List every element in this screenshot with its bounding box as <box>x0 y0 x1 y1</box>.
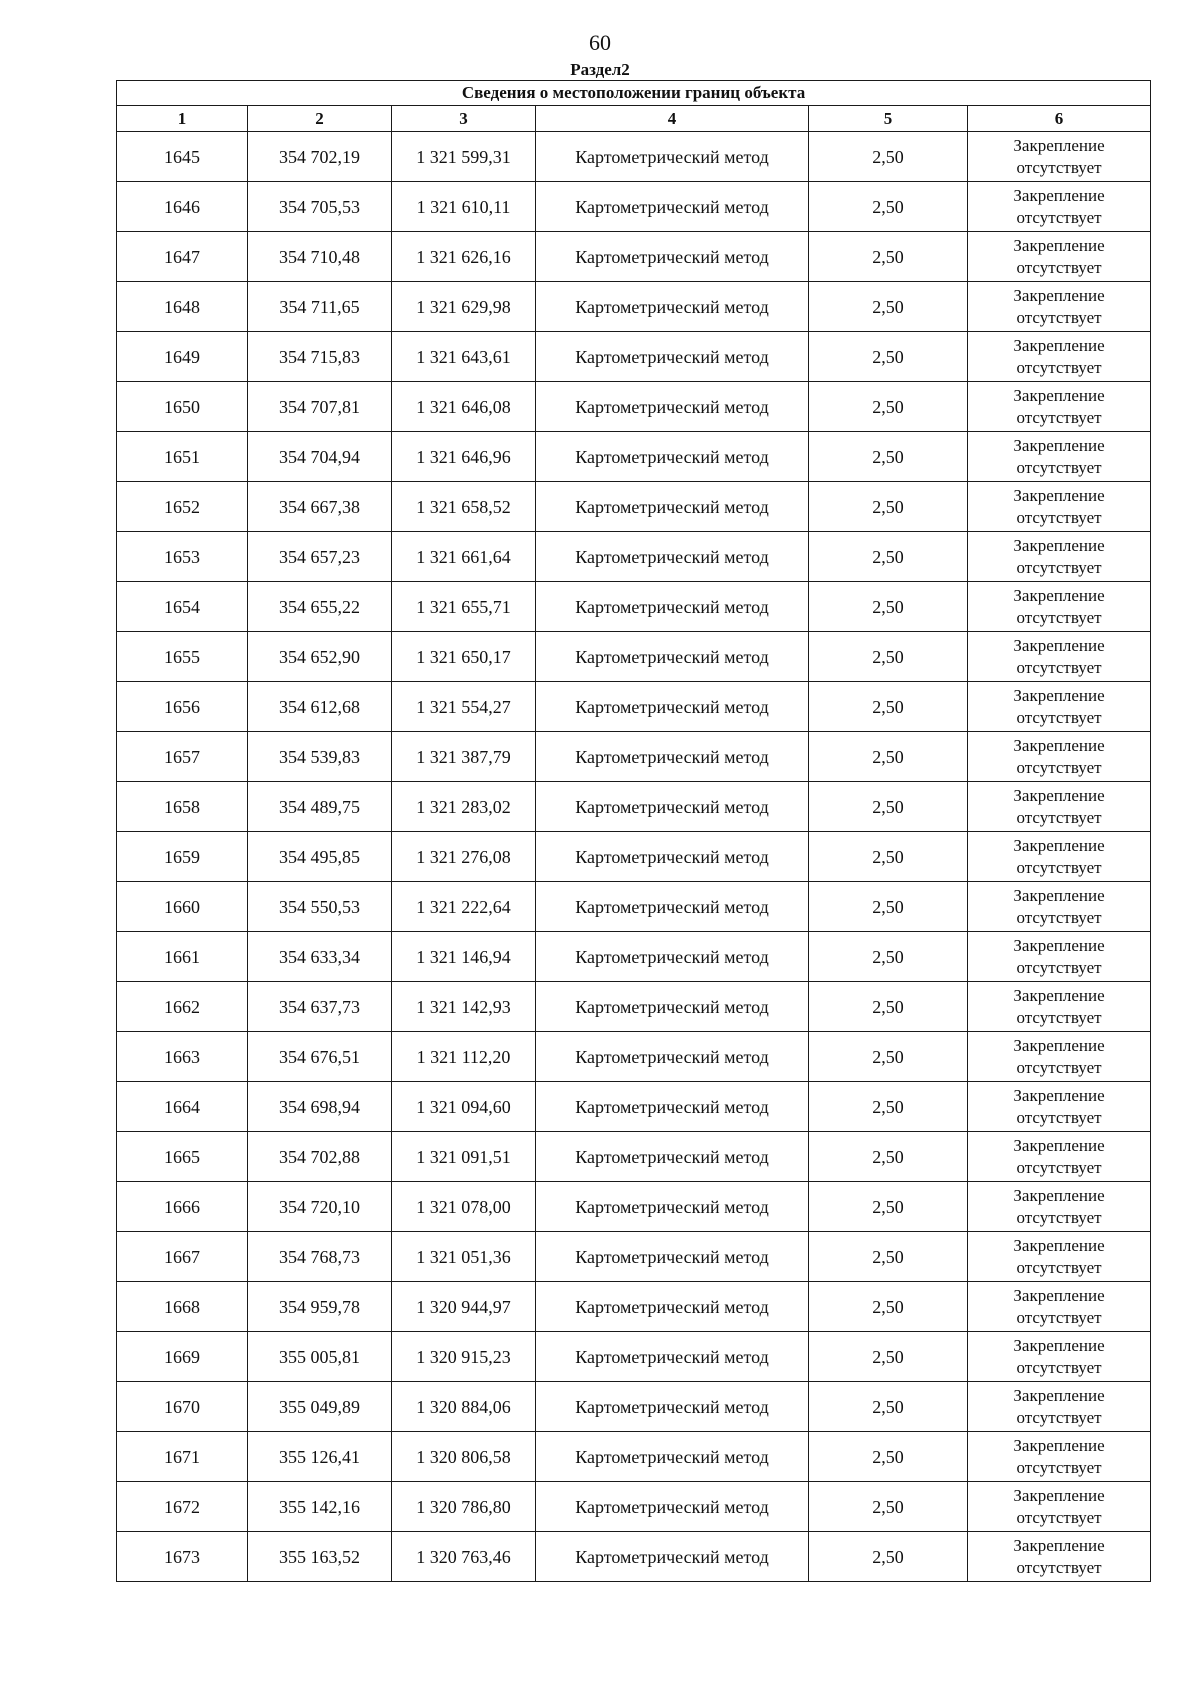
method-cell: Картометрический метод <box>536 1532 809 1582</box>
table-row <box>117 232 1151 282</box>
fixation-cell <box>968 832 1151 882</box>
table-body <box>117 132 1151 1582</box>
table-row <box>117 532 1151 582</box>
point-number-cell: 1660 <box>117 882 248 932</box>
point-number-cell: 1645 <box>117 132 248 182</box>
method-cell: Картометрический метод <box>536 1382 809 1432</box>
fixation-line-1: Закрепление <box>1013 235 1105 255</box>
accuracy-cell: 2,50 <box>809 1482 968 1532</box>
fixation-line-1: Закрепление <box>1013 185 1105 205</box>
fixation-cell <box>968 732 1151 782</box>
fixation-line-1: Закрепление <box>1013 1335 1105 1355</box>
fixation-line-1: Закрепление <box>1013 1185 1105 1205</box>
y-coordinate-cell: 1 321 599,31 <box>392 132 536 182</box>
x-coordinate-cell: 354 495,85 <box>248 832 392 882</box>
point-number-cell: 1657 <box>117 732 248 782</box>
fixation-line-2: отсутствует <box>1016 1107 1102 1127</box>
y-coordinate-cell: 1 321 094,60 <box>392 1082 536 1132</box>
table-row <box>117 982 1151 1032</box>
page-number: 60 <box>589 30 611 55</box>
point-number-cell: 1648 <box>117 282 248 332</box>
accuracy-cell: 2,50 <box>809 732 968 782</box>
table-row <box>117 1332 1151 1382</box>
method-cell: Картометрический метод <box>536 132 809 182</box>
fixation-line-1: Закрепление <box>1013 885 1105 905</box>
table-row <box>117 132 1151 182</box>
fixation-cell <box>968 1382 1151 1432</box>
method-cell: Картометрический метод <box>536 332 809 382</box>
fixation-cell <box>968 932 1151 982</box>
fixation-line-2: отсутствует <box>1016 607 1102 627</box>
method-cell: Картометрический метод <box>536 1482 809 1532</box>
method-cell: Картометрический метод <box>536 1282 809 1332</box>
accuracy-cell: 2,50 <box>809 1082 968 1132</box>
x-coordinate-cell: 355 049,89 <box>248 1382 392 1432</box>
y-coordinate-cell: 1 321 112,20 <box>392 1032 536 1082</box>
point-number-cell: 1654 <box>117 582 248 632</box>
y-coordinate-cell: 1 321 629,98 <box>392 282 536 332</box>
table-row <box>117 1032 1151 1082</box>
fixation-line-1: Закрепление <box>1013 135 1105 155</box>
table-caption-row <box>117 81 1151 106</box>
column-header-5: 5 <box>809 106 968 132</box>
fixation-line-1: Закрепление <box>1013 1035 1105 1055</box>
x-coordinate-cell: 354 550,53 <box>248 882 392 932</box>
x-coordinate-cell: 354 657,23 <box>248 532 392 582</box>
table-row <box>117 432 1151 482</box>
point-number-cell: 1669 <box>117 1332 248 1382</box>
boundary-coordinates-table <box>116 80 1151 1582</box>
point-number-cell: 1650 <box>117 382 248 432</box>
fixation-line-1: Закрепление <box>1013 1285 1105 1305</box>
x-coordinate-cell: 354 633,34 <box>248 932 392 982</box>
y-coordinate-cell: 1 321 051,36 <box>392 1232 536 1282</box>
fixation-cell <box>968 682 1151 732</box>
column-header-3: 3 <box>392 106 536 132</box>
method-cell: Картометрический метод <box>536 182 809 232</box>
fixation-line-2: отсутствует <box>1016 657 1102 677</box>
fixation-cell <box>968 1432 1151 1482</box>
fixation-cell <box>968 1332 1151 1382</box>
table-row <box>117 732 1151 782</box>
x-coordinate-cell: 354 768,73 <box>248 1232 392 1282</box>
fixation-cell <box>968 1182 1151 1232</box>
column-header-4: 4 <box>536 106 809 132</box>
table-row <box>117 1232 1151 1282</box>
x-coordinate-cell: 354 612,68 <box>248 682 392 732</box>
method-cell: Картометрический метод <box>536 932 809 982</box>
table-row <box>117 182 1151 232</box>
fixation-line-2: отсутствует <box>1016 257 1102 277</box>
table-row <box>117 1182 1151 1232</box>
y-coordinate-cell: 1 321 091,51 <box>392 1132 536 1182</box>
method-cell: Картометрический метод <box>536 582 809 632</box>
x-coordinate-cell: 354 698,94 <box>248 1082 392 1132</box>
accuracy-cell: 2,50 <box>809 1032 968 1082</box>
fixation-line-1: Закрепление <box>1013 835 1105 855</box>
method-cell: Картометрический метод <box>536 682 809 732</box>
method-cell: Картометрический метод <box>536 1132 809 1182</box>
x-coordinate-cell: 354 702,19 <box>248 132 392 182</box>
point-number-cell: 1652 <box>117 482 248 532</box>
table-row <box>117 1382 1151 1432</box>
x-coordinate-cell: 355 005,81 <box>248 1332 392 1382</box>
method-cell: Картометрический метод <box>536 432 809 482</box>
table-row <box>117 932 1151 982</box>
fixation-line-1: Закрепление <box>1013 285 1105 305</box>
table-row <box>117 1132 1151 1182</box>
fixation-line-1: Закрепление <box>1013 1385 1105 1405</box>
x-coordinate-cell: 354 539,83 <box>248 732 392 782</box>
fixation-cell <box>968 382 1151 432</box>
y-coordinate-cell: 1 320 944,97 <box>392 1282 536 1332</box>
y-coordinate-cell: 1 321 387,79 <box>392 732 536 782</box>
point-number-cell: 1651 <box>117 432 248 482</box>
accuracy-cell: 2,50 <box>809 932 968 982</box>
x-coordinate-cell: 355 163,52 <box>248 1532 392 1582</box>
table-row <box>117 782 1151 832</box>
column-header-1: 1 <box>117 106 248 132</box>
method-cell: Картометрический метод <box>536 532 809 582</box>
point-number-cell: 1663 <box>117 1032 248 1082</box>
accuracy-cell: 2,50 <box>809 882 968 932</box>
y-coordinate-cell: 1 321 655,71 <box>392 582 536 632</box>
point-number-cell: 1658 <box>117 782 248 832</box>
fixation-cell <box>968 1032 1151 1082</box>
fixation-line-1: Закрепление <box>1013 685 1105 705</box>
fixation-line-2: отсутствует <box>1016 1357 1102 1377</box>
method-cell: Картометрический метод <box>536 832 809 882</box>
point-number-cell: 1665 <box>117 1132 248 1182</box>
accuracy-cell: 2,50 <box>809 1132 968 1182</box>
fixation-line-1: Закрепление <box>1013 1135 1105 1155</box>
x-coordinate-cell: 354 637,73 <box>248 982 392 1032</box>
fixation-cell <box>968 1232 1151 1282</box>
accuracy-cell: 2,50 <box>809 232 968 282</box>
accuracy-cell: 2,50 <box>809 382 968 432</box>
x-coordinate-cell: 354 704,94 <box>248 432 392 482</box>
accuracy-cell: 2,50 <box>809 832 968 882</box>
fixation-cell <box>968 982 1151 1032</box>
y-coordinate-cell: 1 320 763,46 <box>392 1532 536 1582</box>
point-number-cell: 1670 <box>117 1382 248 1432</box>
fixation-cell <box>968 582 1151 632</box>
fixation-line-1: Закрепление <box>1013 985 1105 1005</box>
point-number-cell: 1656 <box>117 682 248 732</box>
fixation-line-1: Закрепление <box>1013 1235 1105 1255</box>
accuracy-cell: 2,50 <box>809 1232 968 1282</box>
fixation-line-2: отсутствует <box>1016 757 1102 777</box>
point-number-cell: 1646 <box>117 182 248 232</box>
fixation-line-1: Закрепление <box>1013 735 1105 755</box>
fixation-line-2: отсутствует <box>1016 1557 1102 1577</box>
fixation-line-1: Закрепление <box>1013 535 1105 555</box>
fixation-line-2: отсутствует <box>1016 857 1102 877</box>
fixation-cell <box>968 1082 1151 1132</box>
table-row <box>117 332 1151 382</box>
accuracy-cell: 2,50 <box>809 482 968 532</box>
y-coordinate-cell: 1 321 142,93 <box>392 982 536 1032</box>
fixation-line-2: отсутствует <box>1016 1057 1102 1077</box>
x-coordinate-cell: 355 126,41 <box>248 1432 392 1482</box>
fixation-line-1: Закрепление <box>1013 585 1105 605</box>
x-coordinate-cell: 354 489,75 <box>248 782 392 832</box>
fixation-line-1: Закрепление <box>1013 435 1105 455</box>
fixation-line-2: отсутствует <box>1016 907 1102 927</box>
fixation-line-2: отсутствует <box>1016 307 1102 327</box>
point-number-cell: 1661 <box>117 932 248 982</box>
fixation-cell <box>968 332 1151 382</box>
method-cell: Картометрический метод <box>536 482 809 532</box>
fixation-line-1: Закрепление <box>1013 1085 1105 1105</box>
table-row <box>117 1282 1151 1332</box>
table-row <box>117 1082 1151 1132</box>
fixation-cell <box>968 782 1151 832</box>
fixation-line-2: отсутствует <box>1016 407 1102 427</box>
fixation-line-2: отсутствует <box>1016 557 1102 577</box>
x-coordinate-cell: 354 720,10 <box>248 1182 392 1232</box>
y-coordinate-cell: 1 320 915,23 <box>392 1332 536 1382</box>
fixation-cell <box>968 1482 1151 1532</box>
point-number-cell: 1659 <box>117 832 248 882</box>
fixation-cell <box>968 1282 1151 1332</box>
x-coordinate-cell: 354 702,88 <box>248 1132 392 1182</box>
point-number-cell: 1668 <box>117 1282 248 1332</box>
accuracy-cell: 2,50 <box>809 682 968 732</box>
x-coordinate-cell: 354 676,51 <box>248 1032 392 1082</box>
fixation-line-2: отсутствует <box>1016 707 1102 727</box>
fixation-cell <box>968 632 1151 682</box>
point-number-cell: 1664 <box>117 1082 248 1132</box>
fixation-cell <box>968 182 1151 232</box>
method-cell: Картометрический метод <box>536 1032 809 1082</box>
method-cell: Картометрический метод <box>536 982 809 1032</box>
fixation-line-2: отсутствует <box>1016 1257 1102 1277</box>
method-cell: Картометрический метод <box>536 232 809 282</box>
point-number-cell: 1666 <box>117 1182 248 1232</box>
accuracy-cell: 2,50 <box>809 332 968 382</box>
accuracy-cell: 2,50 <box>809 432 968 482</box>
y-coordinate-cell: 1 321 554,27 <box>392 682 536 732</box>
method-cell: Картометрический метод <box>536 632 809 682</box>
x-coordinate-cell: 354 667,38 <box>248 482 392 532</box>
accuracy-cell: 2,50 <box>809 782 968 832</box>
table-row <box>117 1482 1151 1532</box>
fixation-line-1: Закрепление <box>1013 1435 1105 1455</box>
column-header-2: 2 <box>248 106 392 132</box>
accuracy-cell: 2,50 <box>809 1532 968 1582</box>
x-coordinate-cell: 354 705,53 <box>248 182 392 232</box>
fixation-line-2: отсутствует <box>1016 1507 1102 1527</box>
point-number-cell: 1671 <box>117 1432 248 1482</box>
y-coordinate-cell: 1 321 646,08 <box>392 382 536 432</box>
x-coordinate-cell: 354 959,78 <box>248 1282 392 1332</box>
y-coordinate-cell: 1 321 658,52 <box>392 482 536 532</box>
fixation-line-2: отсутствует <box>1016 157 1102 177</box>
table-row <box>117 832 1151 882</box>
y-coordinate-cell: 1 321 283,02 <box>392 782 536 832</box>
method-cell: Картометрический метод <box>536 1232 809 1282</box>
y-coordinate-cell: 1 321 222,64 <box>392 882 536 932</box>
column-header-6: 6 <box>968 106 1151 132</box>
table-row <box>117 632 1151 682</box>
y-coordinate-cell: 1 321 661,64 <box>392 532 536 582</box>
accuracy-cell: 2,50 <box>809 1332 968 1382</box>
table-row <box>117 482 1151 532</box>
x-coordinate-cell: 354 707,81 <box>248 382 392 432</box>
x-coordinate-cell: 354 711,65 <box>248 282 392 332</box>
x-coordinate-cell: 355 142,16 <box>248 1482 392 1532</box>
point-number-cell: 1653 <box>117 532 248 582</box>
y-coordinate-cell: 1 321 626,16 <box>392 232 536 282</box>
accuracy-cell: 2,50 <box>809 582 968 632</box>
fixation-cell <box>968 482 1151 532</box>
y-coordinate-cell: 1 321 650,17 <box>392 632 536 682</box>
method-cell: Картометрический метод <box>536 1332 809 1382</box>
fixation-line-2: отсутствует <box>1016 1207 1102 1227</box>
fixation-cell <box>968 432 1151 482</box>
fixation-line-1: Закрепление <box>1013 335 1105 355</box>
x-coordinate-cell: 354 710,48 <box>248 232 392 282</box>
fixation-line-1: Закрепление <box>1013 635 1105 655</box>
accuracy-cell: 2,50 <box>809 182 968 232</box>
x-coordinate-cell: 354 715,83 <box>248 332 392 382</box>
table-row <box>117 1432 1151 1482</box>
y-coordinate-cell: 1 321 276,08 <box>392 832 536 882</box>
fixation-line-2: отсутствует <box>1016 807 1102 827</box>
table-row <box>117 582 1151 632</box>
table-caption: Сведения о местоположении границ объекта <box>117 81 1151 106</box>
point-number-cell: 1672 <box>117 1482 248 1532</box>
accuracy-cell: 2,50 <box>809 282 968 332</box>
y-coordinate-cell: 1 321 646,96 <box>392 432 536 482</box>
fixation-line-2: отсутствует <box>1016 207 1102 227</box>
fixation-line-2: отсутствует <box>1016 357 1102 377</box>
point-number-cell: 1667 <box>117 1232 248 1282</box>
table-row <box>117 1532 1151 1582</box>
fixation-line-1: Закрепление <box>1013 385 1105 405</box>
fixation-cell <box>968 232 1151 282</box>
accuracy-cell: 2,50 <box>809 532 968 582</box>
fixation-line-1: Закрепление <box>1013 1535 1105 1555</box>
y-coordinate-cell: 1 321 078,00 <box>392 1182 536 1232</box>
y-coordinate-cell: 1 321 643,61 <box>392 332 536 382</box>
fixation-cell <box>968 132 1151 182</box>
accuracy-cell: 2,50 <box>809 982 968 1032</box>
y-coordinate-cell: 1 320 806,58 <box>392 1432 536 1482</box>
fixation-cell <box>968 882 1151 932</box>
accuracy-cell: 2,50 <box>809 1382 968 1432</box>
y-coordinate-cell: 1 321 610,11 <box>392 182 536 232</box>
table-row <box>117 282 1151 332</box>
method-cell: Картометрический метод <box>536 282 809 332</box>
y-coordinate-cell: 1 320 786,80 <box>392 1482 536 1532</box>
fixation-line-2: отсутствует <box>1016 1007 1102 1027</box>
accuracy-cell: 2,50 <box>809 1432 968 1482</box>
fixation-line-1: Закрепление <box>1013 1485 1105 1505</box>
section-title: Раздел2 <box>570 60 630 79</box>
x-coordinate-cell: 354 652,90 <box>248 632 392 682</box>
y-coordinate-cell: 1 320 884,06 <box>392 1382 536 1432</box>
fixation-line-2: отсутствует <box>1016 1157 1102 1177</box>
fixation-cell <box>968 1532 1151 1582</box>
accuracy-cell: 2,50 <box>809 1182 968 1232</box>
x-coordinate-cell: 354 655,22 <box>248 582 392 632</box>
method-cell: Картометрический метод <box>536 1082 809 1132</box>
method-cell: Картометрический метод <box>536 882 809 932</box>
fixation-line-1: Закрепление <box>1013 485 1105 505</box>
fixation-cell <box>968 532 1151 582</box>
y-coordinate-cell: 1 321 146,94 <box>392 932 536 982</box>
point-number-cell: 1662 <box>117 982 248 1032</box>
fixation-line-2: отсутствует <box>1016 457 1102 477</box>
fixation-cell <box>968 1132 1151 1182</box>
table-row <box>117 382 1151 432</box>
accuracy-cell: 2,50 <box>809 632 968 682</box>
method-cell: Картометрический метод <box>536 732 809 782</box>
fixation-line-2: отсутствует <box>1016 1307 1102 1327</box>
table-row <box>117 682 1151 732</box>
point-number-cell: 1655 <box>117 632 248 682</box>
table-row <box>117 882 1151 932</box>
fixation-line-2: отсутствует <box>1016 1407 1102 1427</box>
method-cell: Картометрический метод <box>536 1182 809 1232</box>
fixation-line-1: Закрепление <box>1013 785 1105 805</box>
method-cell: Картометрический метод <box>536 782 809 832</box>
fixation-line-2: отсутствует <box>1016 507 1102 527</box>
fixation-cell <box>968 282 1151 332</box>
point-number-cell: 1647 <box>117 232 248 282</box>
accuracy-cell: 2,50 <box>809 1282 968 1332</box>
method-cell: Картометрический метод <box>536 382 809 432</box>
column-header-row <box>117 106 1151 132</box>
fixation-line-2: отсутствует <box>1016 1457 1102 1477</box>
method-cell: Картометрический метод <box>536 1432 809 1482</box>
point-number-cell: 1649 <box>117 332 248 382</box>
accuracy-cell: 2,50 <box>809 132 968 182</box>
point-number-cell: 1673 <box>117 1532 248 1582</box>
fixation-line-1: Закрепление <box>1013 935 1105 955</box>
fixation-line-2: отсутствует <box>1016 957 1102 977</box>
